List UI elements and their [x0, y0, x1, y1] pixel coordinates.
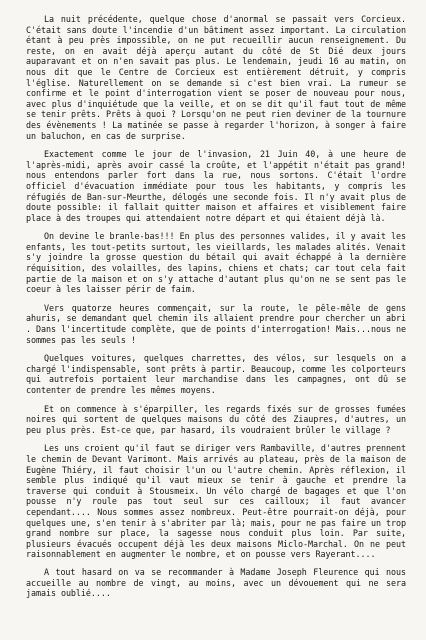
paragraph-4: Vers quatorze heures commençait, sur la route, le pêle-mêle de gens ahuris, se demandant quel chemin ils allaient prendre pour chercher un abri . Dans l'incertitude complète, que de points d'interrogation! Mais...nous ne sommes pas les seuls !	[26, 302, 406, 345]
paragraph-6: Et on commence à s'éparpiller, les regards fixés sur de grosses fumées noires qui sortent de quelques maisons du côté des Ziaupres, d'autres, un peu plus près. Est-ce que, par hasard, ils voudraient brûler le village ?	[26, 403, 406, 435]
paragraph-3: On devine le branle-bas!!! En plus des personnes valides, il y avait les enfants, les tout-petits surtout, les vieillards, les malades alités. Venait s'y joindre la grosse question du bétail qui avait échappé à la dernière réquisition, des volailles, des lapins, chiens et chats; car tout cela fait partie de la maison et on s'y attache d'autant plus qu'on ne se sent pas le coeur à les laisser périr de faim.	[26, 231, 406, 295]
paragraph-1: La nuit précédente, quelque chose d'anormal se passait vers Corcieux. C'était sans doute l'incendie d'un bâtiment assez important. La circulation étant à peu près impossible, on ne put recueillir aucun renseignement. Du reste, on en avait déjà aperçu autant du côté de St Dié deux jours auparavant et on n'en savait pas plus. Le lendemain, jeudi 16 au matin, on nous dit que le Centre de Corcieux est entièrement détruit, y compris l'église. Naturellement on se demande si c'est bien vrai. La rumeur se confirme et le point d'interrogation vient se poser de nouveau pour nous, avec plus d'inquiétude que la veille, et on se dit qu'il faut tout de même se tenir prêts. Prêts à quoi ? Lorsqu'on ne peut rien deviner de la tournure des évènements ! La matinée se passe à regarder l'horizon, à songer à faire un baluchon, en cas de surprise.	[26, 14, 406, 141]
paragraph-2: Exactement comme le jour de l'invasion, 21 Juin 40, à une heure de l'après-midi, après avoir cassé la croûte, et l'appétit n'était pas grand! nous entendons parler fort dans la rue, nous sortons. C'était l'ordre officiel d'évacuation immédiate pour tous les habitants, y compris les réfugiés de Ban-sur-Meurthe, délogés une seconde fois. Il n'y avait plus de doute possible: il fallait quitter maison et affaires et visiblement faire place à des troupes qui attendaient notre départ et qui étaient déjà là.	[26, 149, 406, 223]
paragraph-8: A tout hasard on va se recommander à Madame Joseph Fleurence qui nous accueille au nombre de vingt, au moins, avec un dévouement qui ne sera jamais oublié....	[26, 566, 406, 599]
paragraph-7: Les uns croient qu'il faut se diriger vers Rambaville, d'autres prennent le chemin de Devant Varimont. Mais arrivés au plateau, près de la maison de Eugène Thiéry, il faut choisir l'un ou l'autre chemin. Après réflexion, il semble plus indiqué qu'il vaut mieux se tenir à gauche et prendre la traverse qui conduit à Stousmeix. Un vélo chargé de bagages et que l'on pousse n'y roule pas tout seul sur ces cailloux; il faut avancer cependant.... Nous sommes assez nombreux. Peut-être pourrait-on déjà, pour quelques une, s'en tenir à s'abriter par là; mais, pour ne pas faire un trop grand nombre sur place, la sagesse nous conduit plus loin. Par suite, plusieurs évacués occupent déjà les deux maisons Miclo-Marchal. On ne peut raisonnablement en augmenter le nombre, et on pousse vers Rayerant....	[26, 443, 406, 560]
paragraph-5: Quelques voitures, quelques charrettes, des vélos, sur lesquels on a chargé l'indispensable, sont prêts à partir. Beaucoup, comme les colporteurs qui autrefois portaient leur marchandise dans les campagnes, ont dû se contenter de prendre les mêmes moyens.	[26, 353, 406, 395]
